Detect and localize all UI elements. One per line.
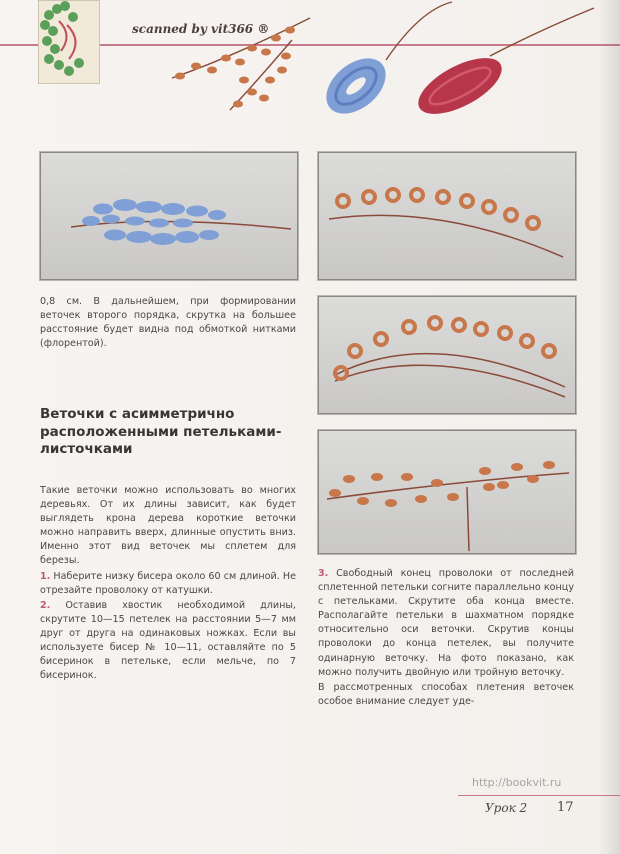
- intro-paragraph: 0,8 см. В дальнейшем, при формировании веточек второго порядка, скрутка на большее расстояние будет видна под обмоткой нитками (флорентой).: [40, 296, 296, 350]
- photo-blue-branch: [40, 152, 298, 280]
- step-1-text: Наберите низку бисера около 60 см длиной. Не отрезайте проволоку от катушки.: [40, 570, 296, 596]
- photo-loops-single: [318, 152, 576, 280]
- step-2: [40, 599, 296, 684]
- scan-credit: scanned by vit366 ®: [132, 22, 270, 36]
- photo-finished-branch: [318, 430, 576, 554]
- header-illustrations: [0, 0, 620, 150]
- photo-loops-folded: [318, 296, 576, 414]
- left-column-text: [40, 484, 296, 683]
- red-beaded-leaf-illustration: [410, 8, 594, 125]
- step-3-number: 3.: [318, 568, 329, 579]
- step-1-number: 1.: [40, 570, 51, 582]
- step-2-number: 2.: [40, 599, 51, 611]
- copper-sprig-illustration: [172, 18, 310, 110]
- footer-rule: [458, 795, 620, 796]
- step-3: [318, 567, 574, 680]
- page-spine-shadow: [598, 0, 620, 854]
- section-paragraph: Такие веточки можно использовать во многих деревьях. От их длины зависит, как будет выглядеть крона дерева короткие веточки можно направить вверх, длинные опустить вниз. Именно этот вид веточек мы сплетем для березы.: [40, 485, 296, 567]
- section-heading: Веточки с асимметрично расположенными петельками-листочками: [40, 406, 282, 457]
- watermark-url: http://bookvit.ru: [472, 776, 562, 789]
- lesson-label: Урок 2: [485, 801, 528, 815]
- step-2-text: Оставив хвостик необходимой длины, скрутите 10—15 петелек на расстоянии 5—7 мм друг от друга на одинаковых ножках. Если вы используете бисер № 10—11, оставляйте по 5 бисеринок в петельке, если мельче, по 7 бисеринок.: [40, 599, 296, 682]
- page-number: 17: [557, 800, 574, 815]
- closing-paragraph: В рассмотренных способах плетения веточек особое внимание следует уде-: [318, 681, 574, 707]
- step-3-text: Свободный конец проволоки от последней сплетенной петельки согните параллельно концу с петельками. Скрутите оба конца вместе. Располагайте петельки в шахматном порядке относительно оси веточки. Скрутив концы проволоки до конца петелек, вы получите одинарную веточку. На фото показано, как можно получить двойную или тройную веточку.: [318, 568, 574, 678]
- step-1: [40, 570, 296, 598]
- right-column-text: [318, 567, 574, 709]
